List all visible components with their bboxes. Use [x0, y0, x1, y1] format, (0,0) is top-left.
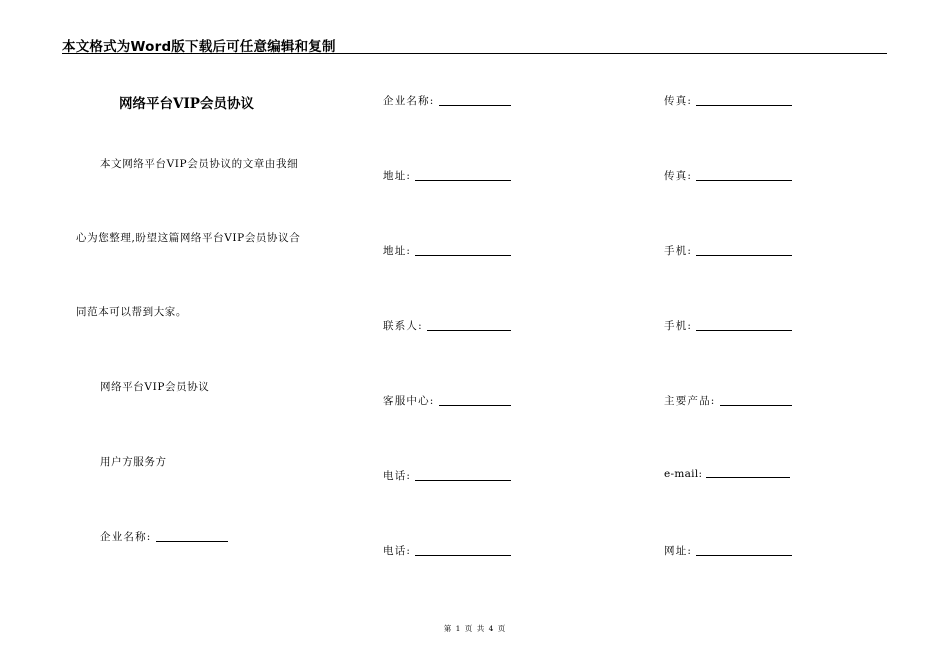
fill-line [415, 479, 511, 481]
middle-field-contact [383, 318, 511, 333]
fill-line [415, 254, 511, 256]
fill-line [156, 540, 228, 542]
parties-line: 用户方服务方 [100, 456, 167, 468]
document-title: 网络平台VIP会员协议 [119, 96, 254, 112]
field-label: 主要产品: [664, 395, 716, 407]
right-field-fax-2 [664, 168, 792, 183]
fill-line [706, 476, 790, 478]
middle-field-address-2 [383, 243, 511, 258]
fill-line [415, 554, 511, 556]
middle-field-service-center [383, 393, 511, 408]
field-label: 地址: [383, 170, 412, 182]
right-field-main-products [664, 393, 792, 408]
middle-field-phone-1 [383, 468, 511, 483]
field-label: 传真: [664, 170, 693, 182]
header-title: 本文格式为Word版下载后可任意编辑和复制 [62, 39, 336, 55]
field-label: 企业名称: [100, 531, 152, 543]
field-label: 传真: [664, 95, 693, 107]
field-label: 联系人: [383, 320, 423, 332]
field-label: 电话: [383, 545, 412, 557]
fill-line [696, 254, 792, 256]
field-label: 企业名称: [383, 95, 435, 107]
right-field-fax-1 [664, 93, 792, 108]
middle-field-company-name [383, 93, 511, 108]
right-field-mobile-2 [664, 318, 792, 333]
right-field-mobile-1 [664, 243, 792, 258]
field-label: 手机: [664, 320, 693, 332]
fill-line [415, 179, 511, 181]
page-footer: 第 1 页 共 4 页 [443, 624, 507, 633]
fill-line [696, 554, 792, 556]
middle-field-address-1 [383, 168, 511, 183]
field-label: 电话: [383, 470, 412, 482]
fill-line [427, 329, 511, 331]
fill-line [439, 104, 511, 106]
right-field-website [664, 543, 792, 558]
field-label: 手机: [664, 245, 693, 257]
field-label: 客服中心: [383, 395, 435, 407]
intro-line-2: 心为您整理,盼望这篇网络平台VIP会员协议合 [76, 232, 301, 244]
middle-field-phone-2 [383, 543, 511, 558]
fill-line [720, 404, 792, 406]
fill-line [696, 179, 792, 181]
page-header [62, 33, 887, 54]
left-company-name-field [100, 529, 228, 544]
field-label: 网址: [664, 545, 693, 557]
fill-line [439, 404, 511, 406]
fill-line [696, 329, 792, 331]
right-field-email [664, 468, 790, 480]
agreement-subtitle: 网络平台VIP会员协议 [100, 381, 210, 393]
intro-line-3: 同范本可以帮到大家。 [76, 306, 187, 318]
fill-line [696, 104, 792, 106]
field-label: 地址: [383, 245, 412, 257]
intro-line-1: 本文网络平台VIP会员协议的文章由我细 [100, 158, 299, 170]
field-label: e-mail: [664, 468, 703, 480]
